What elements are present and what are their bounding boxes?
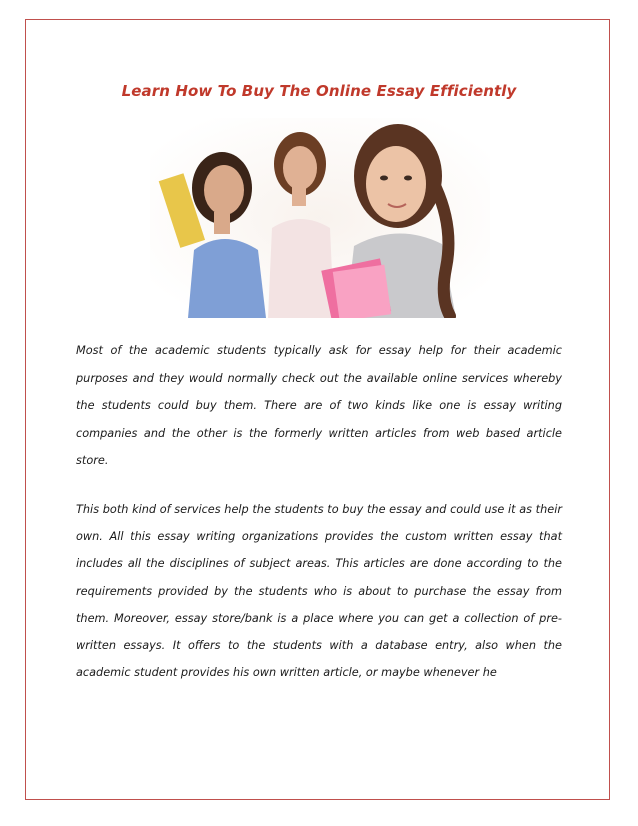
paragraph-1: Most of the academic students typically ask for essay help for their academic purposes and they would normally check out the available online services whereby the students could buy them. There are of two kinds like one is essay writing companies and the other is the formerly written articles from web based article store. xyxy=(76,344,562,468)
paragraph-2: This both kind of services help the students to buy the essay and could use it as their own. All this essay writing organizations provides the custom written essay that includes all the disciplines of subject areas. This articles are done according to the requirements provided by the students who is about to purchase the essay from them. Moreover, essay store/bank is a place where you can get a collection of pre-written essays. It offers to the students with a database entry, also when the academic student provides his own written article, or maybe whenever he xyxy=(76,503,562,680)
document-title: Learn How To Buy The Online Essay Efficiently xyxy=(121,82,517,100)
students-photo xyxy=(150,118,490,318)
student-middle xyxy=(268,132,334,318)
